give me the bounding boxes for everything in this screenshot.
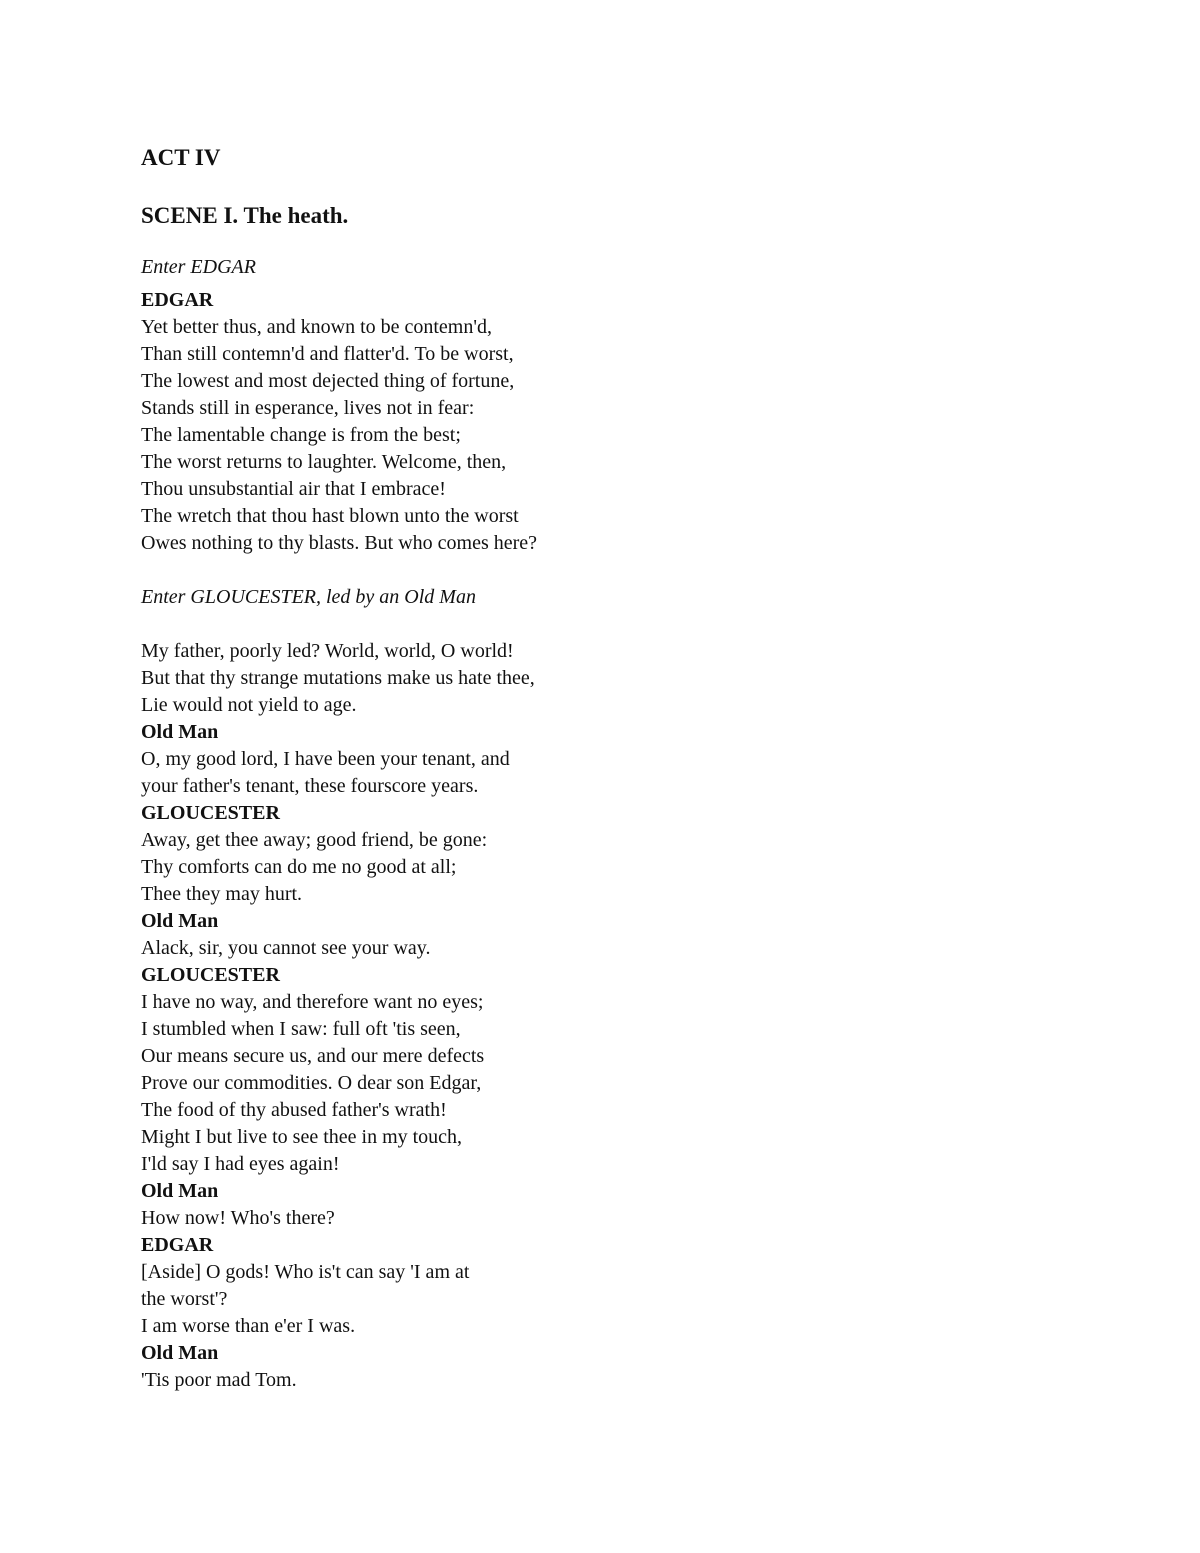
- speech-block-old-man: [141, 1340, 1041, 1394]
- speech-block-continued: [141, 638, 1041, 719]
- speaker-name: EDGAR: [141, 289, 214, 311]
- speech-line: your father's tenant, these fourscore years.: [141, 775, 479, 797]
- stage-direction-enter-gloucester: Enter GLOUCESTER, led by an Old Man: [141, 586, 476, 608]
- speech-line: I am worse than e'er I was.: [141, 1315, 356, 1337]
- stage-direction-enter-edgar: Enter EDGAR: [141, 256, 256, 278]
- speech-line: 'Tis poor mad Tom.: [141, 1369, 297, 1391]
- speech-line: Thy comforts can do me no good at all;: [141, 856, 457, 878]
- speech-block-old-man: [141, 1178, 1041, 1232]
- speech-line: I'ld say I had eyes again!: [141, 1153, 340, 1175]
- speech-line: Alack, sir, you cannot see your way.: [141, 937, 431, 959]
- speaker-name: Old Man: [141, 910, 219, 932]
- speech-line: Thee they may hurt.: [141, 883, 303, 905]
- speech-block-edgar: [141, 1232, 1041, 1340]
- act-heading: ACT IV: [141, 145, 221, 170]
- speech-line: The lamentable change is from the best;: [141, 424, 461, 446]
- speech-line: But that thy strange mutations make us hate thee,: [141, 667, 535, 689]
- speech-line: The worst returns to laughter. Welcome, then,: [141, 451, 507, 473]
- speech-line: How now! Who's there?: [141, 1207, 335, 1229]
- speech-line: Than still contemn'd and flatter'd. To be worst,: [141, 343, 514, 365]
- speech-line: The lowest and most dejected thing of fortune,: [141, 370, 515, 392]
- speech-block-gloucester: [141, 962, 1041, 1178]
- speech-line: I have no way, and therefore want no eyes;: [141, 991, 484, 1013]
- speech-line: The food of thy abused father's wrath!: [141, 1099, 447, 1121]
- speech-line: O, my good lord, I have been your tenant, and: [141, 748, 510, 770]
- speech-line: the worst'?: [141, 1288, 228, 1310]
- speech-line: [Aside] O gods! Who is't can say 'I am at: [141, 1261, 470, 1283]
- speech-line: Stands still in esperance, lives not in fear:: [141, 397, 475, 419]
- speech-block-gloucester: [141, 800, 1041, 908]
- speech-line: Our means secure us, and our mere defects: [141, 1045, 485, 1067]
- speech-line: I stumbled when I saw: full oft 'tis seen,: [141, 1018, 461, 1040]
- speech-line: Might I but live to see thee in my touch,: [141, 1126, 463, 1148]
- speech-block-edgar: [141, 287, 1041, 557]
- speech-line: Owes nothing to thy blasts. But who comes here?: [141, 532, 538, 554]
- speaker-name: EDGAR: [141, 1234, 214, 1256]
- speech-line: Yet better thus, and known to be contemn'd,: [141, 316, 492, 338]
- speaker-name: GLOUCESTER: [141, 802, 280, 824]
- speech-line: My father, poorly led? World, world, O world!: [141, 640, 514, 662]
- speaker-name: Old Man: [141, 721, 219, 743]
- speaker-name: GLOUCESTER: [141, 964, 280, 986]
- speech-line: Prove our commodities. O dear son Edgar,: [141, 1072, 482, 1094]
- speech-line: The wretch that thou hast blown unto the worst: [141, 505, 519, 527]
- speech-block-old-man: [141, 908, 1041, 962]
- speaker-name: Old Man: [141, 1342, 219, 1364]
- script-page: [141, 142, 1041, 1394]
- speech-line: Away, get thee away; good friend, be gone:: [141, 829, 488, 851]
- speech-block-old-man: [141, 719, 1041, 800]
- speech-line: Thou unsubstantial air that I embrace!: [141, 478, 446, 500]
- scene-heading: SCENE I. The heath.: [141, 203, 349, 228]
- speaker-name: Old Man: [141, 1180, 219, 1202]
- speech-line: Lie would not yield to age.: [141, 694, 357, 716]
